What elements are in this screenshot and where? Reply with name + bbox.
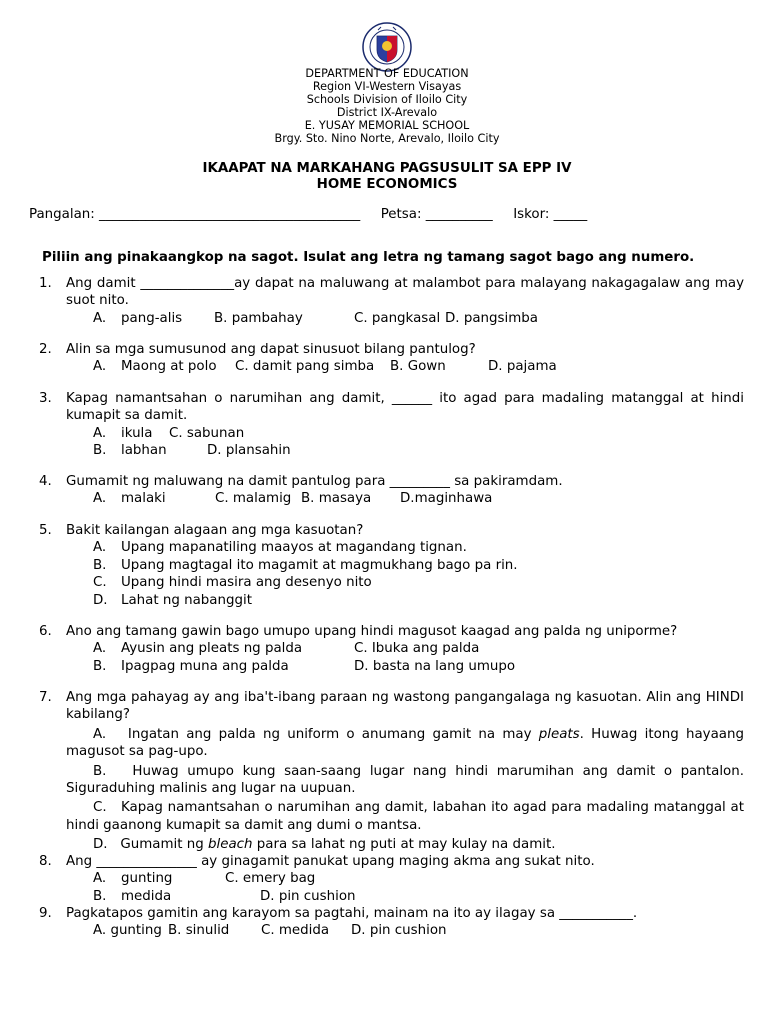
- choice-c: C. medida: [261, 923, 330, 939]
- choice-c: C. pangkasal: [354, 310, 441, 326]
- choice-a: gunting: [121, 871, 173, 887]
- name-field: Pangalan: _______________________________________: [29, 207, 361, 222]
- choice-b: medida: [121, 888, 172, 904]
- choice-c: C. emery bag: [225, 871, 316, 887]
- choices-row: [93, 358, 744, 375]
- question-7: [39, 689, 744, 854]
- question-number: 3.: [39, 391, 52, 406]
- choice-letter: A.: [93, 491, 107, 507]
- question-stem: Ang mga pahayag ay ang iba't-ibang paraan ng wastong pangangalaga ng kasuotan. Alin ang HINDI kabilang?: [66, 690, 744, 723]
- choices-row: [93, 557, 744, 574]
- choice-b: B. Gown: [390, 359, 446, 375]
- question-stem: Pagkatapos gamitin ang karayom sa pagtahi, mainam na ito ay ilagay sa ___________.: [66, 906, 638, 921]
- instructions: Piliin ang pinakaangkop na sagot. Isulat ang letra ng tamang sagot bago ang numero.: [42, 250, 695, 265]
- statement-c: C. Kapag namantsahan o narumihan ang damit, labahan ito agad para madaling matanggal at hindi gaanong kumapit sa damit ang dumi o mantsa.: [66, 800, 744, 833]
- choices-row: [93, 442, 744, 459]
- choice-letter: A.: [93, 425, 107, 441]
- choice-letter: A.: [93, 359, 107, 375]
- statement-letter: D.: [93, 837, 108, 853]
- choice-letter: C.: [93, 575, 107, 591]
- choice-d: D. pangsimba: [445, 310, 538, 326]
- choices-row: [93, 870, 744, 887]
- choice-a: malaki: [121, 491, 166, 507]
- header-line: DEPARTMENT OF EDUCATION: [305, 67, 469, 80]
- choice-letter: A.: [93, 871, 107, 887]
- choice-letter: A.: [93, 540, 107, 556]
- choice-a: Ayusin ang pleats ng palda: [121, 641, 303, 657]
- header-line: District IX-Arevalo: [336, 105, 438, 119]
- emphasis-text: bleach: [208, 837, 253, 853]
- choice-a: Maong at polo: [121, 359, 217, 375]
- choice-a: pang-alis: [121, 310, 183, 326]
- question-stem: Ang _______________ ay ginagamit panukat upang maging akma ang sukat nito.: [66, 854, 595, 869]
- choices-row: [93, 539, 744, 556]
- statement-letter: A.: [93, 726, 107, 742]
- choices-row: [93, 310, 744, 327]
- question-9: [39, 905, 744, 940]
- question-stem: Gumamit ng maluwang na damit pantulog para _________ sa pakiramdam.: [66, 474, 563, 489]
- question-number: 8.: [39, 854, 52, 869]
- exam-title: [0, 161, 768, 193]
- statement-letter: C.: [93, 800, 107, 816]
- choice-a: Upang mapanatiling maayos at magandang tignan.: [121, 540, 467, 556]
- choices-row: [93, 592, 744, 609]
- choice-c: Upang hindi masira ang desenyo nito: [121, 575, 372, 591]
- choice-b: Ipagpag muna ang palda: [121, 658, 289, 674]
- question-6: [39, 623, 744, 675]
- question-3: [39, 390, 744, 460]
- score-field: Iskor: _____: [513, 207, 588, 222]
- question-stem: Ang damit ______________ay dapat na maluwang at malambot para malayang nakagagalaw ang may suot nito.: [66, 276, 744, 309]
- deped-seal-icon: [360, 22, 414, 72]
- choice-d: Lahat ng nabanggit: [121, 592, 252, 608]
- question-number: 2.: [39, 342, 52, 357]
- choice-c: C. sabunan: [169, 425, 245, 441]
- question-number: 5.: [39, 523, 52, 538]
- choice-letter: D.: [93, 592, 108, 608]
- question-number: 9.: [39, 906, 52, 921]
- choice-d: D. basta na lang umupo: [354, 658, 516, 674]
- choices-row: [93, 658, 744, 675]
- question-stem: Kapag namantsahan o narumihan ang damit, ______ ito agad para madaling matanggal at hindi kumapit sa damit.: [66, 391, 744, 424]
- question-stem: Alin sa mga sumusunod ang dapat sinusuot bilang pantulog?: [66, 342, 476, 357]
- student-info-row: [29, 206, 587, 223]
- choice-letter: B.: [93, 658, 107, 674]
- question-stem: Bakit kailangan alagaan ang mga kasuotan?: [66, 523, 364, 538]
- emphasis-text: pleats: [538, 726, 580, 742]
- header-line: Region VI-Western Visayas: [312, 79, 462, 93]
- statement-a: A. Ingatan ang palda ng uniform o anumang gamit na may pleats. Huwag itong hayaang magusot sa pag-upo.: [66, 726, 744, 760]
- question-number: 7.: [39, 690, 52, 705]
- question-number: 1.: [39, 276, 52, 291]
- statement-letter: B.: [93, 763, 107, 779]
- choice-b: labhan: [121, 443, 167, 459]
- choice-b: Upang magtagal ito magamit at magmukhang bago pa rin.: [121, 557, 518, 573]
- choice-d: D.maginhawa: [400, 491, 493, 507]
- choice-a: ikula: [121, 425, 153, 441]
- statement-b: B. Huwag umupo kung saan-saang lugar nang hindi marumihan ang damit o pantalon. Siguraduhing malinis ang lugar na uupuan.: [66, 763, 744, 797]
- header-line: Schools Division of Iloilo City: [306, 92, 468, 106]
- question-2: [39, 341, 744, 376]
- question-stem: Ano ang tamang gawin bago umupo upang hindi magusot kaagad ang palda ng uniporme?: [66, 624, 678, 639]
- choice-d: D. pin cushion: [351, 923, 447, 939]
- choices-row: [93, 640, 744, 657]
- choice-letter: B.: [93, 443, 107, 459]
- choices-row: [93, 425, 744, 442]
- question-8: [39, 853, 744, 905]
- choices-row: [93, 490, 744, 507]
- date-field: Petsa: __________: [380, 207, 493, 222]
- question-4: [39, 473, 744, 508]
- choice-b: B. masaya: [301, 491, 372, 507]
- question-5: [39, 522, 744, 609]
- choice-d: D. pin cushion: [260, 888, 356, 904]
- choice-letter: B.: [93, 888, 107, 904]
- choices-row: [93, 922, 744, 939]
- question-1: [39, 275, 744, 327]
- choice-a: A. gunting: [93, 923, 162, 939]
- exam-title-line1: IKAAPAT NA MARKAHANG PAGSUSULIT SA EPP IV: [202, 161, 572, 176]
- choice-d: D. pajama: [488, 359, 557, 375]
- choice-letter: A.: [93, 641, 107, 657]
- choice-b: B. pambahay: [214, 310, 303, 326]
- choice-c: C. Ibuka ang palda: [354, 641, 480, 657]
- question-number: 4.: [39, 474, 52, 489]
- choice-b: B. sinulid: [168, 923, 230, 939]
- header-line: E. YUSAY MEMORIAL SCHOOL: [304, 118, 470, 132]
- school-header: [0, 68, 768, 145]
- choice-c: C. malamig: [215, 491, 292, 507]
- statement-d: D. Gumamit ng bleach para sa lahat ng puti at may kulay na damit.: [93, 837, 556, 853]
- header-line: Brgy. Sto. Nino Norte, Arevalo, Iloilo City: [274, 131, 500, 145]
- exam-title-line2: HOME ECONOMICS: [316, 177, 458, 192]
- question-number: 6.: [39, 624, 52, 639]
- choice-letter: A.: [93, 310, 107, 326]
- choice-c: C. damit pang simba: [235, 359, 375, 375]
- choice-letter: B.: [93, 557, 107, 573]
- choice-d: D. plansahin: [207, 443, 291, 459]
- choices-row: [93, 888, 744, 905]
- choices-row: [93, 574, 744, 591]
